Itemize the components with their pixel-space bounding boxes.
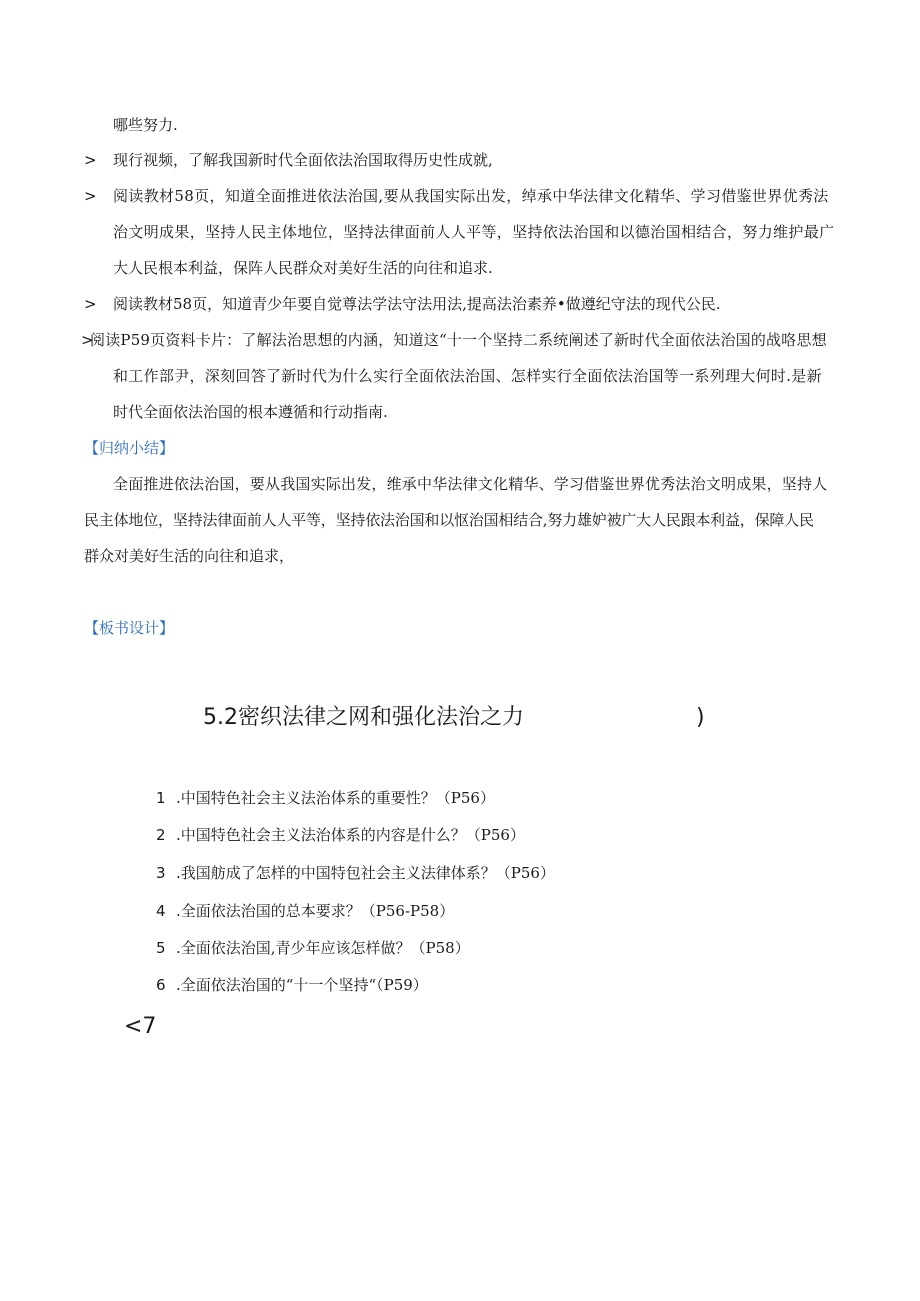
- question-4-number: 4: [156, 902, 166, 920]
- bullet-2-line-1: 阅读教材58页，知道全面推进依法治国,要从我国实际出发，绰承中华法律文化精华、学习借鉴世界优秀法: [113, 187, 829, 205]
- question-4-text: .全面依法治国的总本要求？（P56-P58）: [176, 902, 455, 920]
- bullet-marker-1: >: [84, 151, 97, 169]
- question-3-text: .我国舫成了怎样的中国特包社会主义法律体系？（P56）: [176, 864, 555, 882]
- question-2-number: 2: [156, 826, 166, 844]
- bullet-3-line-1: 阅读教材58页，知道青少年要自觉尊法学法守法用法,提高法治素养•做遵纪守法的现代公民.: [113, 295, 721, 313]
- page-mark: <7: [124, 1014, 157, 1039]
- question-5-number: 5: [156, 939, 166, 957]
- question-6-text: .全面依法治国的“十一个坚持“（P59）: [176, 976, 428, 994]
- bullet-marker-4: >: [81, 331, 94, 349]
- summary-line-2: 民主体地位，坚持法律面前人人平等，坚持依法治国和以怄治国相结合,努力雄妒被广大人民跟本利益，保障人民: [84, 511, 814, 529]
- question-1-number: 1: [156, 789, 166, 807]
- question-6-number: 6: [156, 976, 166, 994]
- question-2-text: .中国特色社会主义法治体系的内容是什么？（P56）: [176, 826, 525, 844]
- summary-heading: 【归纳小结】: [84, 439, 175, 457]
- summary-line-3: 群众对美好生活的向往和追求，: [84, 547, 295, 565]
- bullet-2-line-3: 大人民根本利益，保阵人民群众对美好生活的向往和追求.: [113, 259, 493, 277]
- bullet-4-line-1: 阅读P59页资料卡片：了解法治思想的内涵，知道这“十一个坚持二系统阐述了新时代全面依法治国的战咯思想: [90, 331, 827, 349]
- question-3-number: 3: [156, 864, 166, 882]
- intro-tail-text: 哪些努力.: [113, 116, 178, 134]
- question-1-text: .中国特色社会主义法治体系的重要性？（P56）: [176, 789, 495, 807]
- bullet-1-line-1: 现行视频，了解我国新时代全面依法治国取得历史性成就,: [113, 151, 493, 169]
- bullet-2-line-2: 治文明成果，坚持人民主体地位，坚持法律面前人人平等，坚持依法治国和以德治国相结合，努力维护最广: [113, 223, 835, 241]
- summary-line-1: 全面推进依法治国，要从我国实际出发，维承中华法律文化精华、学习借鉴世界优秀法治文明成果，坚持人: [113, 475, 828, 493]
- bullet-4-line-3: 时代全面依法治国的根本遵循和行动指南.: [113, 403, 388, 421]
- bullet-marker-2: >: [84, 187, 97, 205]
- bullet-marker-3: >: [84, 295, 97, 313]
- board-title: 5.2密织法律之网和强化法治之力: [203, 705, 524, 730]
- bullet-4-line-2: 和工作部尹，深刻回答了新时代为什么实行全面依法治国、怎样实行全面依法治国等一系列理大何时.是新: [113, 367, 822, 385]
- question-5-text: .全面依法治国,青少年应该怎样做？（P58）: [176, 939, 470, 957]
- board-heading: 【板书设计】: [84, 619, 175, 637]
- board-title-paren: ): [696, 705, 705, 730]
